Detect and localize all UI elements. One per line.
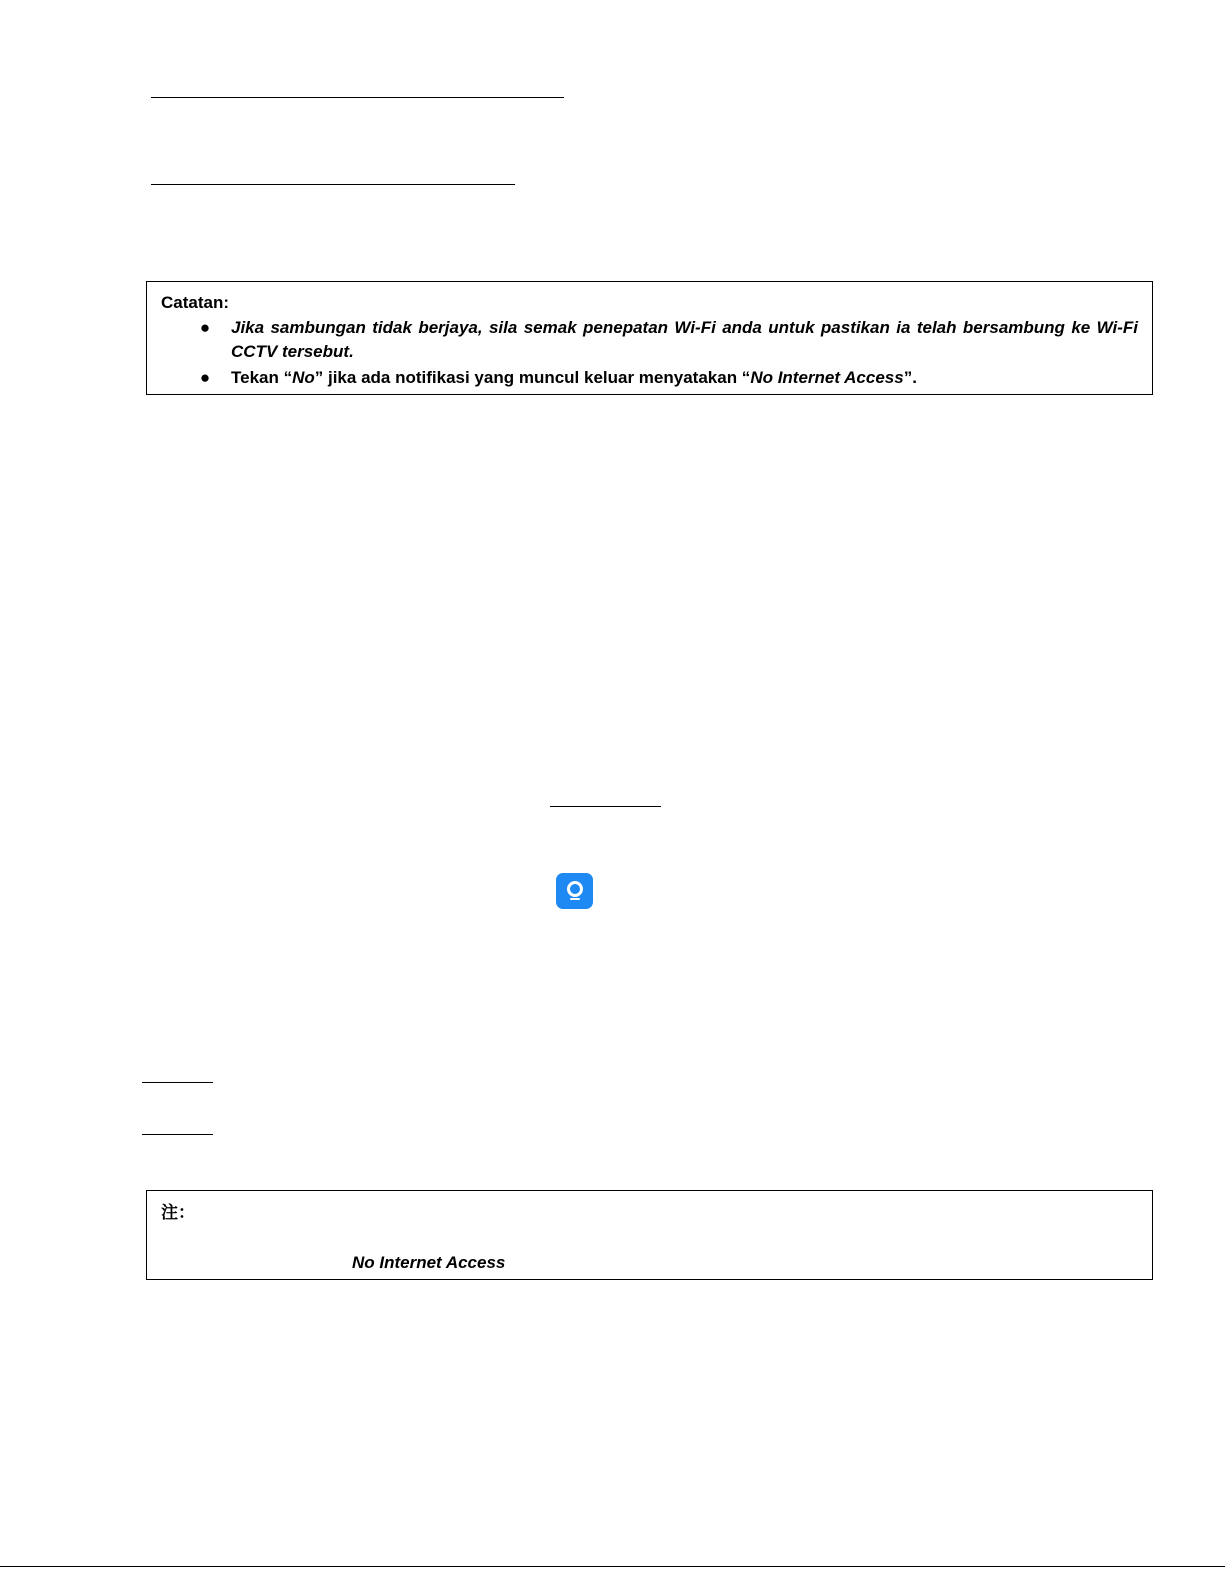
- note-zh-emph: No Internet Access: [352, 1253, 506, 1272]
- note-bullet-2: [147, 366, 1138, 390]
- note-bullet-2-prefix: Tekan “: [231, 368, 293, 387]
- note-heading-zh: 注：: [161, 1203, 195, 1222]
- note-heading-ms: Catatan:: [161, 293, 230, 312]
- note-box-ms: [146, 281, 1153, 395]
- underline-rule-3: [550, 806, 661, 807]
- note-bullet-2-emph-no-internet: No Internet Access: [750, 368, 904, 387]
- underline-rule-5: [142, 1134, 213, 1135]
- underline-rule-1: [151, 97, 564, 98]
- page-bottom-rule: [0, 1566, 1225, 1567]
- note-bullet-1: [147, 316, 1138, 366]
- bullet-dot-icon: ●: [199, 368, 211, 387]
- bullet-dot-icon: ●: [199, 318, 211, 337]
- note-box-zh: [146, 1190, 1153, 1280]
- note-bullet-1-text: Jika sambungan tidak berjaya, sila semak penepatan Wi-Fi anda untuk pastikan ia telah bersambung ke Wi-Fi CCTV tersebut.: [231, 318, 1138, 361]
- note-bullet-2-text: [231, 366, 1138, 390]
- underline-rule-2: [151, 184, 515, 185]
- note-bullet-2-suffix: ”.: [903, 368, 917, 387]
- note-bullet-2-middle: ” jika ada notifikasi yang muncul keluar menyatakan “: [314, 368, 751, 387]
- underline-rule-4: [142, 1082, 213, 1083]
- camera-app-icon: [556, 873, 593, 909]
- note-bullet-2-emph-no: No: [292, 368, 315, 387]
